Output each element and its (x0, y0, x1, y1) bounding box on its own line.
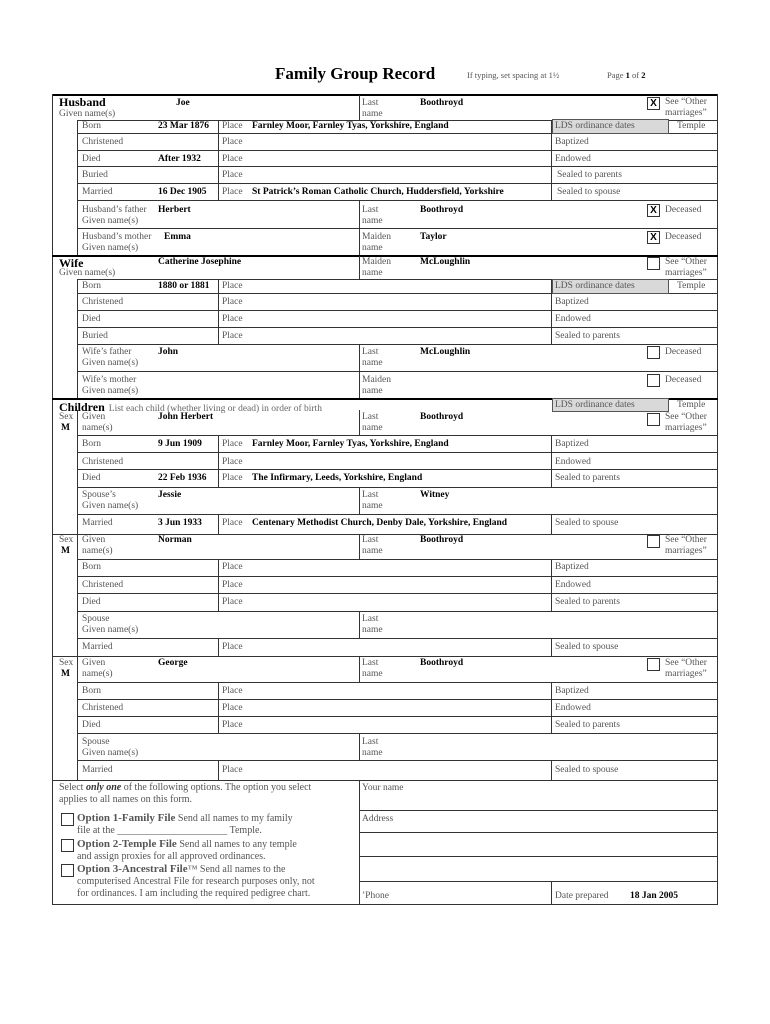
place-label: Place (222, 597, 243, 607)
place-label: Place (222, 473, 243, 483)
lds-label: LDS ordinance dates (555, 400, 635, 410)
options-intro: Select only one of the following options. The option you select applies to all names on this form. (59, 782, 312, 805)
address-label: Address (362, 814, 394, 824)
page-title: Family Group Record (275, 64, 436, 83)
child3-given[interactable]: George (158, 658, 188, 668)
place-label: Place (222, 765, 243, 775)
sealed-parents-label: Sealed to parents (555, 331, 620, 341)
maiden-label-b: name (362, 268, 383, 278)
baptized-label: Baptized (555, 137, 589, 147)
place-label: Place (222, 297, 243, 307)
sealed-spouse-label: Sealed to spouse (555, 765, 619, 775)
child2-christened-label: Christened (82, 580, 124, 590)
place-label: Place (222, 314, 243, 324)
husbands-mother-deceased-checkbox[interactable]: X (647, 231, 660, 244)
last-label: Last (362, 737, 379, 747)
husband-header: Husband (59, 95, 106, 109)
husband-died-label: Died (82, 154, 101, 164)
endowed-label: Endowed (555, 703, 591, 713)
child3-born-label: Born (82, 686, 101, 696)
maiden-label: Maiden (362, 375, 392, 385)
last-label: Last (362, 347, 379, 357)
baptized-label: Baptized (555, 439, 589, 449)
child2-born-label: Born (82, 562, 101, 572)
temple-label: Temple (677, 121, 706, 131)
option2-text: Option 2-Temple File Send all names to any temple and assign proxies for all approved ordinances. (77, 838, 297, 862)
page-indicator: Page 1 of 2 (607, 70, 646, 80)
child2-married-label: Married (82, 642, 113, 652)
husband-last-label-b: name (362, 109, 383, 119)
place-label: Place (222, 720, 243, 730)
wifes-father-label: Wife’s father (82, 347, 132, 357)
last-label-b: name (362, 423, 383, 433)
husbands-mother-given[interactable]: Emma (164, 232, 191, 242)
option1-checkbox[interactable] (61, 813, 74, 826)
given-label-b: name(s) (82, 669, 113, 679)
husband-buried-label: Buried (82, 170, 108, 180)
lds-label: LDS ordinance dates (555, 121, 635, 131)
place-label: Place (222, 170, 243, 180)
see-other-label-b: marriages” (665, 546, 707, 556)
wife-born-date[interactable]: 1880 or 1881 (158, 281, 210, 291)
child1-died-place[interactable]: The Infirmary, Leeds, Yorkshire, England (252, 473, 423, 483)
wife-born-label: Born (82, 281, 101, 291)
child1-married-label: Married (82, 518, 113, 528)
date-prepared-label: Date prepared (555, 891, 609, 901)
last-label: Last (362, 205, 379, 215)
given-label: Given (82, 412, 106, 422)
husband-last-label: Last (362, 98, 379, 108)
child2-other-marriages-checkbox[interactable] (647, 535, 660, 548)
child1-born-label: Born (82, 439, 101, 449)
given-label: Given name(s) (82, 243, 139, 253)
wife-died-label: Died (82, 314, 101, 324)
child3-married-label: Married (82, 765, 113, 775)
husband-married-date[interactable]: 16 Dec 1905 (158, 187, 207, 197)
place-label: Place (222, 580, 243, 590)
wifes-father-given[interactable]: John (158, 347, 179, 357)
deceased-label: Deceased (665, 205, 702, 215)
sealed-parents-label: Sealed to parents (557, 170, 622, 180)
wife-maiden-value[interactable]: McLoughlin (420, 257, 471, 267)
husbands-mother-maiden[interactable]: Taylor (420, 232, 447, 242)
husband-born-date[interactable]: 23 Mar 1876 (158, 121, 210, 131)
see-other-label: See “Other (665, 535, 707, 545)
spouses-label: Spouse’s (82, 490, 116, 500)
child3-christened-label: Christened (82, 703, 124, 713)
place-label: Place (222, 281, 243, 291)
last-label-b: name (362, 501, 383, 511)
spouse-label: Spouse (82, 614, 110, 624)
see-other-label: See “Other (665, 97, 707, 107)
child1-spouse-given[interactable]: Jessie (158, 490, 182, 500)
option3-checkbox[interactable] (61, 864, 74, 877)
sex-label: Sex (59, 412, 74, 422)
child1-married-date[interactable]: 3 Jun 1933 (158, 518, 202, 528)
wifes-mother-label: Wife’s mother (82, 375, 137, 385)
see-other-label-b: marriages” (665, 423, 707, 433)
husband-other-marriages-checkbox[interactable]: X (647, 97, 660, 110)
place-label: Place (222, 154, 243, 164)
husband-christened-label: Christened (82, 137, 124, 147)
husband-given-label: Given name(s) (59, 109, 116, 119)
option1-text: Option 1-Family File Send all names to my family file at the ______________________ Temple. (77, 812, 293, 836)
child1-married-place[interactable]: Centenary Methodist Church, Denby Dale, Yorkshire, England (252, 518, 508, 528)
wifes-father-last[interactable]: McLoughlin (420, 347, 471, 357)
child1-christened-label: Christened (82, 457, 124, 467)
child3-died-label: Died (82, 720, 101, 730)
husband-married-label: Married (82, 187, 113, 197)
maiden-label: Maiden (362, 257, 392, 267)
baptized-label: Baptized (555, 686, 589, 696)
sealed-parents-label: Sealed to parents (555, 720, 620, 730)
place-label: Place (222, 642, 243, 652)
sealed-spouse-label: Sealed to spouse (555, 518, 619, 528)
endowed-label: Endowed (555, 580, 591, 590)
child1-other-marriages-checkbox[interactable] (647, 413, 660, 426)
see-other-label: See “Other (665, 412, 707, 422)
children-header: Children List each child (whether living or dead) in order of birth (59, 400, 322, 414)
deceased-label: Deceased (665, 232, 702, 242)
given-label: Given name(s) (82, 358, 139, 368)
maiden-label-b: name (362, 243, 383, 253)
sealed-spouse-label: Sealed to spouse (557, 187, 621, 197)
place-label: Place (222, 457, 243, 467)
option3-text: Option 3-Ancestral File™ Send all names to the computerised Ancestral File for research purposes only, not for ordinances. I am including the required pedigree chart. (77, 863, 315, 899)
endowed-label: Endowed (555, 314, 591, 324)
place-label: Place (222, 137, 243, 147)
last-label-b: name (362, 669, 383, 679)
place-label: Place (222, 703, 243, 713)
husbands-father-deceased-checkbox[interactable]: X (647, 204, 660, 217)
wife-other-marriages-checkbox[interactable] (647, 257, 660, 270)
spouse-label: Spouse (82, 737, 110, 747)
baptized-label: Baptized (555, 562, 589, 572)
place-label: Place (222, 518, 243, 528)
place-label: Place (222, 686, 243, 696)
last-label-b: name (362, 358, 383, 368)
husbands-father-given[interactable]: Herbert (158, 205, 191, 215)
wife-given-label: Given name(s) (59, 268, 116, 278)
child2-last[interactable]: Boothroyd (420, 535, 464, 545)
wifes-mother-deceased-checkbox[interactable] (647, 374, 660, 387)
place-label: Place (222, 439, 243, 449)
last-label-b: name (362, 625, 383, 635)
husbands-father-last[interactable]: Boothroyd (420, 205, 464, 215)
child3-sex[interactable]: M (61, 669, 70, 679)
date-prepared-value[interactable]: 18 Jan 2005 (630, 891, 679, 901)
given-label: Given name(s) (82, 216, 139, 226)
see-other-label-b: marriages” (665, 268, 707, 278)
husbands-father-label: Husband’s father (82, 205, 147, 215)
wifes-father-deceased-checkbox[interactable] (647, 346, 660, 359)
maiden-label: Maiden (362, 232, 392, 242)
place-label: Place (222, 187, 243, 197)
your-name-label: Your name (362, 783, 404, 793)
husband-died-date[interactable]: After 1932 (158, 154, 201, 164)
child1-last[interactable]: Boothroyd (420, 412, 464, 422)
last-label: Last (362, 535, 379, 545)
sealed-parents-label: Sealed to parents (555, 597, 620, 607)
wife-given-value[interactable]: Catherine Josephine (158, 257, 242, 267)
last-label: Last (362, 490, 379, 500)
husband-born-label: Born (82, 121, 101, 131)
child3-last[interactable]: Boothroyd (420, 658, 464, 668)
lds-label: LDS ordinance dates (555, 281, 635, 291)
phone-label: ’Phone (362, 891, 389, 901)
given-label-b: name(s) (82, 546, 113, 556)
sex-label: Sex (59, 535, 74, 545)
wife-buried-label: Buried (82, 331, 108, 341)
see-other-label: See “Other (665, 257, 707, 267)
deceased-label: Deceased (665, 375, 702, 385)
see-other-label: See “Other (665, 658, 707, 668)
last-label-b: name (362, 216, 383, 226)
last-label-b: name (362, 546, 383, 556)
child3-other-marriages-checkbox[interactable] (647, 658, 660, 671)
last-label: Last (362, 614, 379, 624)
given-label: Given (82, 658, 106, 668)
child1-died-label: Died (82, 473, 101, 483)
child2-died-label: Died (82, 597, 101, 607)
temple-label: Temple (677, 400, 706, 410)
wife-header: Wife (59, 256, 84, 270)
see-other-label-b: marriages” (665, 108, 707, 118)
baptized-label: Baptized (555, 297, 589, 307)
given-label: Given name(s) (82, 748, 139, 758)
given-label: Given name(s) (82, 501, 139, 511)
temple-label: Temple (677, 281, 706, 291)
last-label: Last (362, 412, 379, 422)
last-label: Last (362, 658, 379, 668)
sealed-parents-label: Sealed to parents (555, 473, 620, 483)
last-label-b: name (362, 748, 383, 758)
child1-given[interactable]: John Herbert (158, 412, 214, 422)
deceased-label: Deceased (665, 347, 702, 357)
husband-given-value[interactable]: Joe (176, 98, 190, 108)
wife-christened-label: Christened (82, 297, 124, 307)
husband-married-place[interactable]: St Patrick’s Roman Catholic Church, Huddersfield, Yorkshire (252, 187, 504, 197)
endowed-label: Endowed (555, 457, 591, 467)
given-label: Given name(s) (82, 625, 139, 635)
husband-last-value[interactable]: Boothroyd (420, 98, 464, 108)
sealed-spouse-label: Sealed to spouse (555, 642, 619, 652)
place-label: Place (222, 121, 243, 131)
child1-died-date[interactable]: 22 Feb 1936 (158, 473, 207, 483)
husbands-mother-label: Husband’s mother (82, 232, 152, 242)
place-label: Place (222, 562, 243, 572)
maiden-label-b: name (362, 386, 383, 396)
child1-sex[interactable]: M (61, 423, 70, 433)
given-label: Given name(s) (82, 386, 139, 396)
child1-born-place[interactable]: Farnley Moor, Farnley Tyas, Yorkshire, England (252, 439, 449, 449)
husband-born-place[interactable]: Farnley Moor, Farnley Tyas, Yorkshire, England (252, 121, 449, 131)
place-label: Place (222, 331, 243, 341)
see-other-label-b: marriages” (665, 669, 707, 679)
child2-sex[interactable]: M (61, 546, 70, 556)
endowed-label: Endowed (555, 154, 591, 164)
given-label: Given (82, 535, 106, 545)
sex-label: Sex (59, 658, 74, 668)
given-label-b: name(s) (82, 423, 113, 433)
child1-born-date[interactable]: 9 Jun 1909 (158, 439, 202, 449)
child1-spouse-last[interactable]: Witney (420, 490, 450, 500)
child2-given[interactable]: Norman (158, 535, 192, 545)
option2-checkbox[interactable] (61, 839, 74, 852)
typing-note: If typing, set spacing at 1½ (467, 70, 560, 80)
